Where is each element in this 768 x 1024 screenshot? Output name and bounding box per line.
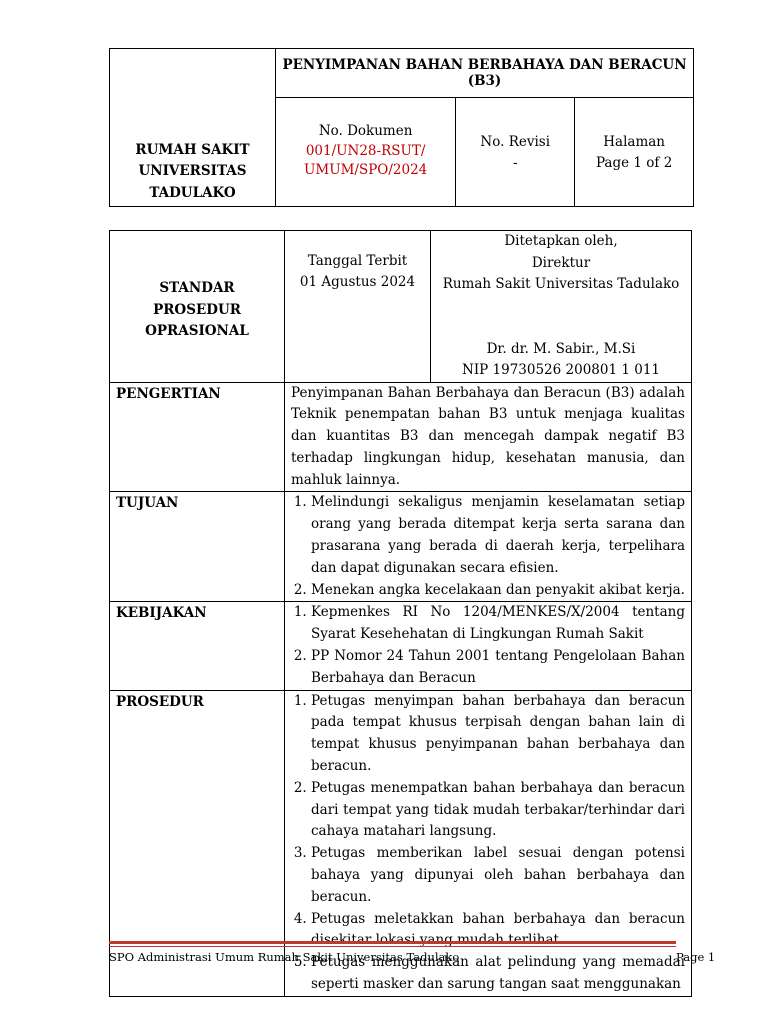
revision-value: - [512, 155, 518, 171]
list-item: 2. Petugas menempatkan bahan berbahaya dan beracun dari tempat yang tidak mudah terbakar/terhindar dari cahaya matahari langsung. [311, 778, 685, 843]
sop-label-cell [110, 231, 285, 383]
tujuan-label: TUJUAN [116, 495, 179, 512]
issue-date-label: Tanggal Terbit [307, 253, 408, 269]
pengertian-label: PENGERTIAN [116, 385, 221, 402]
list-item: 1. Kepmenkes RI No 1204/MENKES/X/2004 tentang Syarat Kesehehatan di Lingkungan Rumah Sakit [311, 602, 685, 646]
pengertian-label-cell [110, 382, 285, 492]
approval-cell [431, 231, 692, 383]
approver-org: Rumah Sakit Universitas Tadulako [442, 276, 680, 292]
revision-label: No. Revisi [480, 134, 551, 150]
kebijakan-label: KEBIJAKAN [116, 605, 207, 622]
institution-cell [110, 49, 276, 207]
list-item: 5. Petugas menggunakan alat pelindung yang memadai seperti masker dan sarung tangan saat menggunakan [311, 952, 685, 996]
kebijakan-label-cell [110, 602, 285, 690]
kebijakan-list [287, 602, 685, 689]
doc-number-label: No. Dokumen [318, 123, 413, 139]
approver-name: Dr. dr. M. Sabir., M.Si [486, 340, 636, 357]
list-item: 2. PP Nomor 24 Tahun 2001 tentang Pengelolaan Bahan Berbahaya dan Beracun [311, 646, 685, 690]
issue-date-value: 01 Agustus 2024 [299, 274, 416, 290]
footer-divider-thick [109, 941, 676, 944]
sop-label: STANDAR PROSEDUR OPRASIONAL [145, 280, 249, 339]
page-cell [575, 98, 694, 207]
approver-nip: NIP 19730526 200801 1 011 [462, 362, 660, 378]
revision-cell [456, 98, 575, 207]
sop-table [109, 230, 692, 997]
pengertian-text: Penyimpanan Bahan Berbahaya dan Beracun (B3) adalah Teknik penempatan bahan B3 untuk menjaga kualitas dan kuantitas B3 dan mencegah dampak negatif B3 terhadap lingkungan hidup, kesehatan manusia, dan mahluk lainnya. [291, 384, 685, 488]
list-item: 4. Petugas meletakkan bahan berbahaya dan beracun [311, 909, 685, 953]
list-item: 3. Petugas memberikan label sesuai dengan potensi bahaya yang dipunyai oleh bahan berbahaya dan beracun. [311, 843, 685, 908]
footer-document-name: SPO Administrasi Umum Rumah Sakit Universitas Tadulako [109, 950, 460, 964]
list-item: 1. Melindungi sekaligus menjamin keselamatan setiap orang yang berada ditempat kerja serta sarana dan prasarana yang berada di daerah kerja, terpelihara dan dapat digunakan secara efisien. [311, 492, 685, 579]
issue-date-cell [285, 231, 431, 383]
title-cell [276, 49, 694, 98]
header-table [109, 48, 694, 207]
prosedur-label: PROSEDUR [116, 693, 204, 710]
document-title: PENYIMPANAN BAHAN BERBAHAYA DAN BERACUN (B3) [282, 57, 687, 89]
list-item: 2. Menekan angka kecelakaan dan penyakit akibat kerja. [311, 580, 685, 602]
doc-number-cell [276, 98, 456, 207]
approver-title: Direktur [531, 254, 591, 271]
tujuan-label-cell [110, 492, 285, 602]
approved-by: Ditetapkan oleh, [504, 233, 618, 249]
pengertian-text-cell [285, 382, 692, 492]
institution-name: RUMAH SAKIT UNIVERSITAS TADULAKO [135, 141, 250, 201]
kebijakan-cell [285, 602, 692, 690]
page-label: Halaman [603, 134, 665, 150]
footer-divider-thin [109, 946, 676, 947]
tujuan-cell [285, 492, 692, 602]
list-item: 1. Petugas menyimpan bahan berbahaya dan beracun pada tempat khusus terpisah dengan bahan lain di tempat khusus penyimpanan bahan berbahaya dan beracun. [311, 691, 685, 778]
footer-page-number: Page 1 [676, 950, 716, 964]
tujuan-list [287, 492, 685, 601]
doc-number-value: 001/UN28-RSUT/ UMUM/SPO/2024 [304, 142, 428, 178]
page-value: Page 1 of 2 [595, 155, 673, 171]
